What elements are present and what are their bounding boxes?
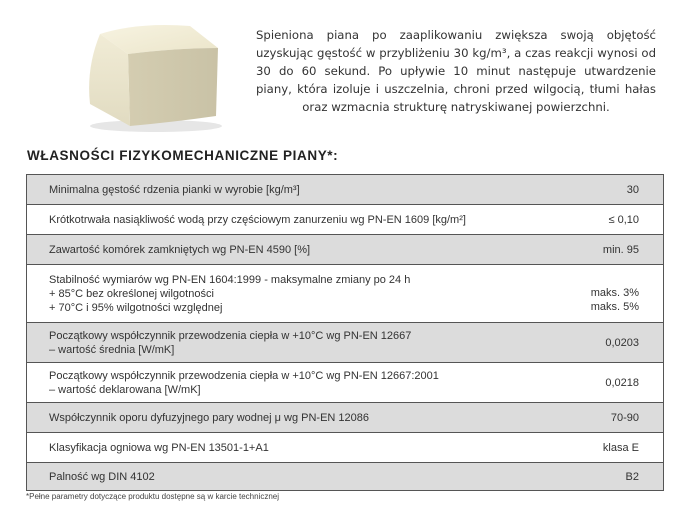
table-row bbox=[27, 433, 664, 463]
table-row bbox=[27, 403, 664, 433]
property-value: klasa E bbox=[571, 433, 663, 463]
property-value: 0,0218 bbox=[571, 363, 663, 403]
property-label: Współczynnik oporu dyfuzyjnego pary wodnej μ wg PN-EN 12086 bbox=[27, 403, 572, 433]
table-row bbox=[27, 323, 664, 363]
property-value: min. 95 bbox=[571, 235, 663, 265]
properties-table bbox=[26, 174, 664, 491]
table-row bbox=[27, 175, 664, 205]
table-row bbox=[27, 363, 664, 403]
foam-cube-image bbox=[78, 18, 228, 133]
property-label: Krótkotrwała nasiąkliwość wodą przy częściowym zanurzeniu wg PN-EN 1609 [kg/m²] bbox=[27, 205, 572, 235]
property-label: Zawartość komórek zamkniętych wg PN-EN 4590 [%] bbox=[27, 235, 572, 265]
property-label: Minimalna gęstość rdzenia pianki w wyrobie [kg/m³] bbox=[27, 175, 572, 205]
property-label: Początkowy współczynnik przewodzenia ciepła w +10°C wg PN-EN 12667 – wartość średnia [W/mK] bbox=[27, 323, 572, 363]
property-label: Stabilność wymiarów wg PN-EN 1604:1999 - maksymalne zmiany po 24 h + 85°C bez określonej wilgotności + 70°C i 95% wilgotności względnej bbox=[27, 265, 572, 323]
property-label: Klasyfikacja ogniowa wg PN-EN 13501-1+A1 bbox=[27, 433, 572, 463]
table-row bbox=[27, 205, 664, 235]
intro-paragraph: Spieniona piana po zaaplikowaniu zwiększa swoją objętość uzyskując gęstość w przybliżeniu 30 kg/m³, a czas reakcji wynosi od 30 do 60 sekund. Po upływie 10 minut następuje utwardzenie piany, która izoluje i uszczelnia, chroni przed wilgocią, tłumi hałas oraz wzmacnia strukturę natryskiwanej powierzchni. bbox=[256, 28, 656, 114]
table-row bbox=[27, 265, 664, 323]
footnote: *Pełne parametry dotyczące produktu dostępne są w karcie technicznej bbox=[26, 492, 280, 501]
section-title: WŁASNOŚCI FIZYKOMECHANICZNE PIANY*: bbox=[27, 148, 339, 163]
table-row bbox=[27, 235, 664, 265]
property-label: Palność wg DIN 4102 bbox=[27, 463, 572, 491]
table-row bbox=[27, 463, 664, 491]
property-value: 0,0203 bbox=[571, 323, 663, 363]
property-value: maks. 3% maks. 5% bbox=[571, 265, 663, 323]
property-value: ≤ 0,10 bbox=[571, 205, 663, 235]
property-value: 30 bbox=[571, 175, 663, 205]
property-value: B2 bbox=[571, 463, 663, 491]
property-label: Początkowy współczynnik przewodzenia ciepła w +10°C wg PN-EN 12667:2001 – wartość deklarowana [W/mK] bbox=[27, 363, 572, 403]
property-value: 70-90 bbox=[571, 403, 663, 433]
